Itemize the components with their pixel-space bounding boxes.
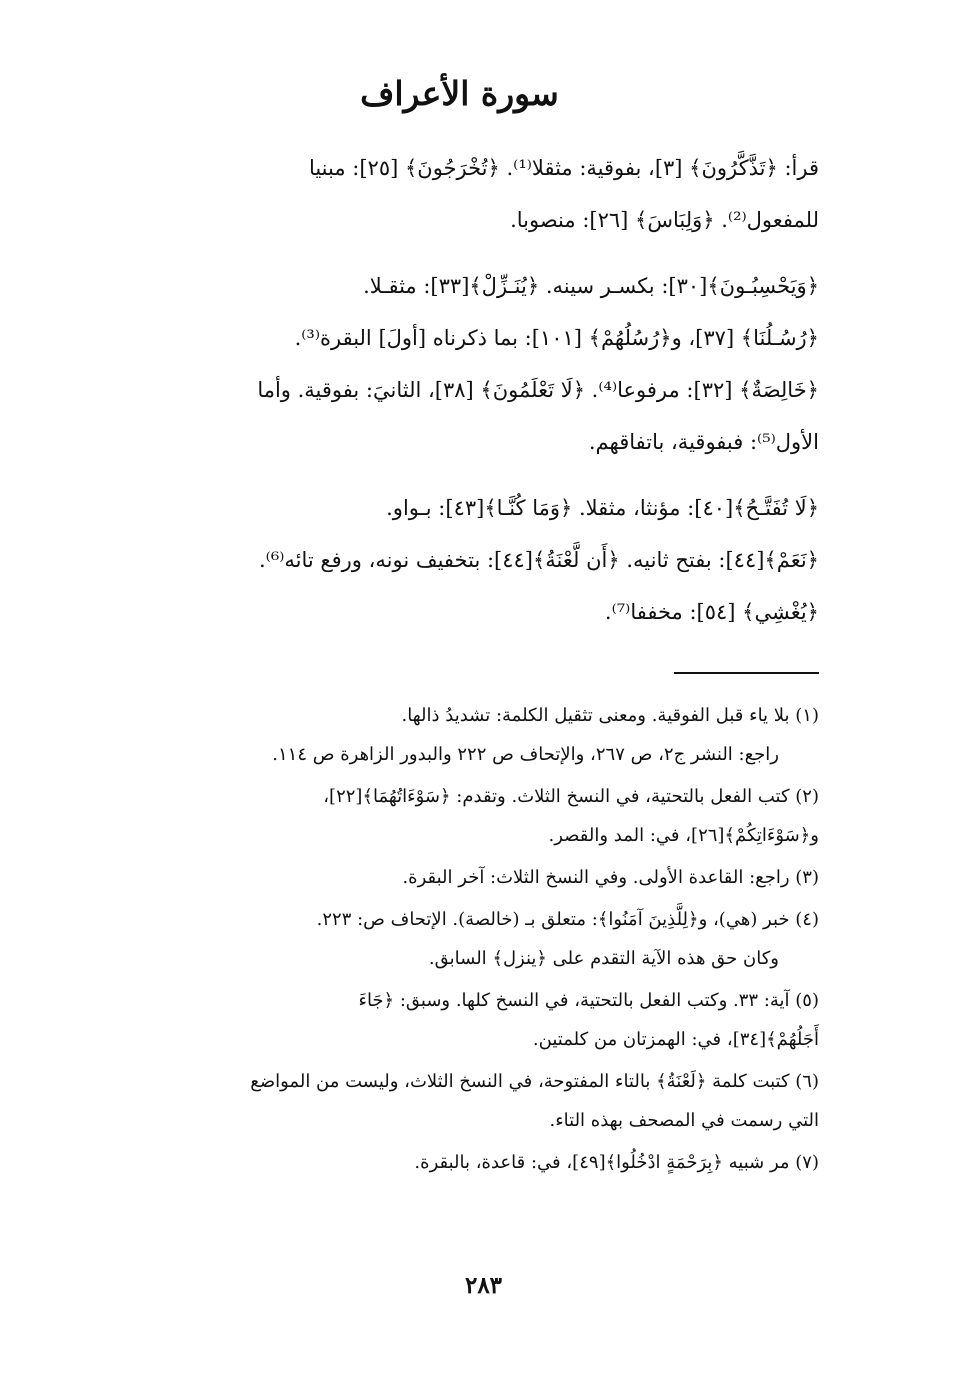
text-line: ﴿رُسُـلُنَا﴾ [٣٧]، و﴿رُسُلُهُمْ﴾ [١٠١]: بما ذكرناه [أولَ] البقرة⁽³⁾.	[294, 326, 819, 350]
footnote-line: (٣) راجع: القاعدة الأولى. وفي النسخ الثلاث: آخر البقرة.	[402, 867, 819, 888]
paragraph-1	[100, 142, 819, 246]
text-line: للمفعول⁽²⁾. ﴿وَلِبَاسَ﴾ [٢٦]: منصوبا.	[510, 208, 819, 232]
page-title: سورة الأعراف	[360, 74, 559, 113]
footnote-line: أَجَلُهُمْ﴾[٣٤]، في: الهمزتان من كلمتين.	[532, 1029, 819, 1050]
page-number: ٢٨٣	[464, 1272, 503, 1299]
text-line: ﴿لَا تُفَتَّـحُ﴾[٤٠]: مؤنثا، مثقلا. ﴿وَمَا كُنَّـا﴾[٤٣]: بـواو.	[386, 496, 819, 520]
footnote-4	[100, 900, 819, 978]
text-line: ﴿نَعَمْ﴾[٤٤]: بفتح ثانيه. ﴿أَن لَّعْنَةُ﴾[٤٤]: بتخفيف نونه، ورفع تائه⁽⁶⁾.	[258, 548, 819, 572]
footnote-1	[100, 696, 819, 774]
footnote-3	[100, 858, 819, 897]
paragraph-2	[100, 260, 819, 468]
footnote-line: (٧) مر شبيه ﴿بِرَحْمَةٍ ادْخُلُوا﴾[٤٩]، في: قاعدة، بالبقرة.	[414, 1152, 819, 1173]
text-line: ﴿خَالِصَةٌ﴾ [٣٢]: مرفوعا⁽⁴⁾. ﴿لَا تَعْلَمُونَ﴾ [٣٨]، الثانيَ: بفوقية. وأما	[257, 378, 819, 402]
footnote-line: و﴿سَوْءَاتِكُمْ﴾[٢٦]، في: المد والقصر.	[548, 825, 819, 846]
footnote-line: (٢) كتب الفعل بالتحتية، في النسخ الثلاث. وتقدم: ﴿سَوْءَاتُهُمَا﴾[٢٢]،	[323, 786, 819, 807]
text-line: الأول⁽⁵⁾: فبفوقية، باتفاقهم.	[588, 430, 819, 454]
footnote-2	[100, 777, 819, 855]
footnote-separator	[100, 652, 819, 696]
footnote-line: (٤) خبر (هي)، و﴿لِلَّذِينَ آمَنُوا﴾: متعلق بـ (خالصة). الإتحاف ص: ٢٢٣.	[316, 909, 819, 930]
text-line: قرأ: ﴿تَذَّكَّرُونَ﴾ [٣]، بفوقية: مثقلا⁽¹⁾. ﴿تُخْرَجُونَ﴾ [٢٥]: مبنيا	[308, 156, 819, 180]
footnote-line: وكان حق هذه الآية التقدم على ﴿ينزل﴾ السابق.	[428, 948, 779, 969]
text-line: ﴿يُغْشِي﴾ [٥٤]: مخففا⁽⁷⁾.	[604, 600, 819, 624]
footnote-line: (١) بلا ياء قبل الفوقية. ومعنى تثقيل الكلمة: تشديدُ ذالها.	[401, 705, 819, 726]
footnote-7	[100, 1143, 819, 1182]
footnote-line: (٥) آية: ٣٣. وكتب الفعل بالتحتية، في النسخ كلها. وسبق: ﴿جَاءَ	[358, 990, 819, 1011]
footnote-6	[100, 1062, 819, 1140]
footnote-line: التي رسمت في المصحف بهذه التاء.	[549, 1110, 819, 1131]
footnote-5	[100, 981, 819, 1059]
footnote-line: (٦) كتبت كلمة ﴿لَعْنَةُ﴾ بالتاء المفتوحة، في النسخ الثلاث، وليست من المواضع	[250, 1071, 819, 1092]
paragraph-3	[100, 482, 819, 638]
footnote-line: راجع: النشر ج٢، ص ٢٦٧، والإتحاف ص ٢٢٢ والبدور الزاهرة ص ١١٤.	[272, 744, 779, 765]
text-line: ﴿وَيَحْسِبُـونَ﴾[٣٠]: بكسـر سينه. ﴿يُنَـزِّلْ﴾[٣٣]: مثقـلا.	[363, 274, 819, 298]
